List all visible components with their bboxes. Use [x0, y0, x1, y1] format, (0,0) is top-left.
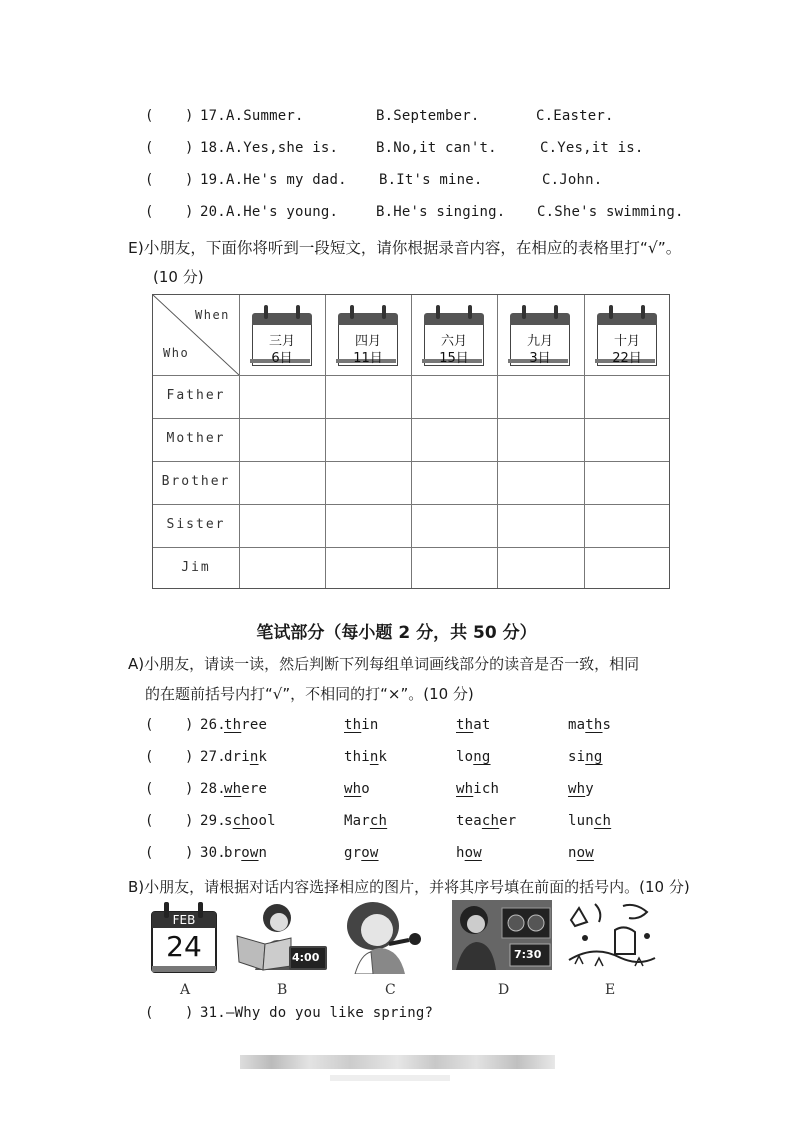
phonics-word	[344, 845, 379, 861]
option-b: B.September.	[376, 108, 480, 124]
calendar-month: 九月	[526, 334, 553, 349]
person-row-label: Father	[166, 388, 226, 403]
option-a: A.Yes,she is.	[226, 140, 339, 156]
option-b: B.He's singing.	[376, 204, 506, 220]
word-suffix: in	[361, 717, 379, 733]
picture-e-nature-sketch	[565, 900, 657, 974]
option-a: A.He's my dad.	[226, 172, 347, 188]
clock-d-time: 7:30	[514, 948, 542, 961]
word-underlined-part: th	[344, 717, 362, 733]
option-b: B.No,it can't.	[376, 140, 497, 156]
question-31	[0, 1005, 793, 1027]
option-a: A.He's young.	[226, 204, 339, 220]
listening-question	[0, 172, 793, 194]
word-prefix: thi	[344, 749, 370, 765]
picture-label: C	[385, 982, 396, 998]
written-section-title: 笔试部分（每小题 2 分，共 50 分）	[256, 623, 537, 643]
word-suffix: o	[361, 781, 370, 797]
question-number: 17.	[200, 108, 226, 124]
answer-paren-right: )	[185, 1005, 194, 1021]
schedule-table	[152, 294, 670, 589]
phonics-word	[568, 717, 611, 733]
section-b-instruction: B)小朋友，请根据对话内容选择相应的图片，并将其序号填在前面的括号内。(10 分)	[128, 878, 690, 896]
calendar-month: 三月	[268, 334, 295, 349]
calendar-day: 6日	[271, 351, 293, 366]
word-prefix: n	[568, 845, 577, 861]
answer-paren-right: )	[185, 781, 194, 797]
word-underlined-part: wh	[456, 781, 474, 797]
clock-b-time: 4:00	[292, 951, 320, 964]
answer-paren-right: )	[185, 845, 194, 861]
word-suffix: ich	[473, 781, 500, 797]
header-diagonal	[153, 295, 239, 375]
word-underlined-part: ch	[593, 813, 612, 829]
phonics-question	[0, 749, 793, 771]
answer-paren-right: )	[185, 108, 194, 124]
question-number: 18.	[200, 140, 226, 156]
word-prefix: Mar	[344, 813, 370, 829]
word-prefix: tea	[456, 813, 482, 829]
question-number: 28.	[200, 781, 226, 797]
option-c: C.John.	[542, 172, 603, 188]
header-when: When	[195, 308, 230, 322]
answer-paren-left[interactable]: (	[145, 845, 154, 861]
phonics-word	[456, 781, 499, 797]
word-underlined-part: wh	[568, 781, 586, 797]
header-who: Who	[163, 346, 190, 360]
phonics-word	[224, 717, 267, 733]
picture-a-calendar	[150, 900, 218, 974]
phonics-question	[0, 717, 793, 739]
listening-question	[0, 204, 793, 226]
picture-label: D	[498, 982, 510, 998]
person-row-label: Jim	[181, 560, 211, 575]
word-underlined-part: wh	[224, 781, 242, 797]
word-suffix: n	[258, 845, 268, 861]
phonics-word	[456, 813, 516, 829]
option-b: B.It's mine.	[379, 172, 483, 188]
answer-paren-left[interactable]: (	[145, 140, 154, 156]
answer-paren-left[interactable]: (	[145, 172, 154, 188]
person-row-label: Brother	[161, 474, 231, 489]
section-a-instruction-line2: 的在题前括号内打“√”，不相同的打“×”。(10 分)	[145, 685, 474, 703]
phonics-word	[344, 749, 387, 765]
phonics-word	[568, 845, 594, 861]
calendar-day: 11日	[353, 351, 383, 366]
word-suffix: ere	[241, 781, 268, 797]
answer-paren-left[interactable]: (	[145, 781, 154, 797]
word-prefix: dri	[224, 749, 250, 765]
answer-paren-left[interactable]: (	[145, 1005, 154, 1021]
phonics-word	[568, 813, 611, 829]
word-underlined-part: wh	[344, 781, 362, 797]
option-c: C.Easter.	[536, 108, 614, 124]
word-underlined-part: n	[249, 749, 259, 765]
option-c: C.She's swimming.	[537, 204, 684, 220]
option-a: A.Summer.	[226, 108, 304, 124]
word-underlined-part: ch	[369, 813, 388, 829]
word-underlined-part: n	[369, 749, 379, 765]
phonics-question	[0, 845, 793, 867]
phonics-word	[224, 845, 267, 861]
answer-paren-left[interactable]: (	[145, 204, 154, 220]
word-underlined-part: ch	[481, 813, 500, 829]
question-number: 30.	[200, 845, 226, 861]
word-underlined-part: ch	[232, 813, 250, 829]
person-row-label: Sister	[166, 517, 226, 532]
phonics-word	[456, 749, 491, 765]
phonics-word	[224, 781, 267, 797]
word-underlined-part: ng	[585, 749, 603, 765]
word-underlined-part: ow	[361, 845, 379, 861]
calendar-day: 24	[166, 930, 202, 963]
phonics-word	[344, 813, 387, 829]
picture-b-reading-child	[235, 900, 330, 974]
answer-paren-right: )	[185, 749, 194, 765]
word-suffix: ree	[241, 717, 268, 733]
calendar-month: 十月	[613, 334, 640, 349]
question-number: 31.	[200, 1005, 226, 1021]
phonics-question	[0, 781, 793, 803]
calendar-month: 六月	[440, 334, 467, 349]
picture-label: A	[180, 982, 191, 998]
answer-paren-left[interactable]: (	[145, 717, 154, 733]
answer-paren-right: )	[185, 204, 194, 220]
word-suffix: ool	[249, 813, 276, 829]
phonics-word	[224, 813, 276, 829]
listening-question	[0, 140, 793, 162]
phonics-word	[568, 749, 603, 765]
phonics-word	[568, 781, 594, 797]
word-prefix: br	[224, 845, 242, 861]
answer-paren-left[interactable]: (	[145, 749, 154, 765]
question-number: 26.	[200, 717, 226, 733]
question-number: 29.	[200, 813, 226, 829]
word-suffix: y	[585, 781, 594, 797]
answer-paren-left[interactable]: (	[145, 108, 154, 124]
word-prefix: h	[456, 845, 465, 861]
phonics-word	[456, 845, 482, 861]
option-c: C.Yes,it is.	[540, 140, 644, 156]
phonics-word	[456, 717, 491, 733]
date-calendar-icon	[336, 305, 400, 366]
word-prefix: lo	[456, 749, 474, 765]
word-prefix: ma	[568, 717, 586, 733]
answer-paren-left[interactable]: (	[145, 813, 154, 829]
person-row-label: Mother	[166, 431, 226, 446]
section-e-score: (10 分)	[153, 268, 204, 286]
answer-paren-right: )	[185, 172, 194, 188]
picture-label: B	[277, 982, 288, 998]
word-prefix: gr	[344, 845, 362, 861]
word-underlined-part: th	[456, 717, 474, 733]
date-calendar-icon	[595, 305, 659, 366]
word-prefix: si	[568, 749, 586, 765]
date-calendar-icon	[250, 305, 314, 366]
answer-paren-right: )	[185, 717, 194, 733]
answer-paren-right: )	[185, 813, 194, 829]
question-number: 19.	[200, 172, 226, 188]
footer-blurred-subtext	[330, 1075, 450, 1081]
word-suffix: k	[378, 749, 388, 765]
footer-blurred-text	[240, 1055, 555, 1069]
word-underlined-part: ow	[576, 845, 594, 861]
picture-d-music-girl	[452, 900, 552, 974]
question-number: 20.	[200, 204, 226, 220]
calendar-day: 3日	[529, 351, 551, 366]
word-prefix: s	[224, 813, 233, 829]
calendar-day: 22日	[612, 351, 642, 366]
date-calendar-icon	[422, 305, 486, 366]
word-underlined-part: th	[585, 717, 603, 733]
phonics-word	[224, 749, 267, 765]
word-underlined-part: ng	[473, 749, 491, 765]
word-suffix: s	[602, 717, 612, 733]
listening-question	[0, 108, 793, 130]
picture-label: E	[605, 982, 616, 998]
picture-c-singing-girl	[343, 900, 435, 974]
phonics-word	[344, 781, 370, 797]
question-text: —Why do you like spring?	[226, 1005, 434, 1021]
word-suffix: k	[258, 749, 268, 765]
section-a-instruction-line1: A)小朋友，请读一读，然后判断下列每组单词画线部分的读音是否一致，相同	[128, 655, 640, 673]
word-suffix: er	[499, 813, 517, 829]
question-number: 27.	[200, 749, 226, 765]
word-underlined-part: ow	[464, 845, 482, 861]
word-suffix: at	[473, 717, 491, 733]
calendar-month: FEB	[172, 913, 196, 927]
section-e-instruction: E)小朋友，下面你将听到一段短文，请你根据录音内容，在相应的表格里打“√”。	[128, 239, 682, 257]
word-underlined-part: th	[224, 717, 242, 733]
answer-paren-right: )	[185, 140, 194, 156]
word-prefix: lun	[568, 813, 594, 829]
phonics-question	[0, 813, 793, 835]
word-underlined-part: ow	[241, 845, 259, 861]
phonics-word	[344, 717, 379, 733]
calendar-month: 四月	[354, 334, 381, 349]
calendar-day: 15日	[439, 351, 469, 366]
date-calendar-icon	[508, 305, 572, 366]
